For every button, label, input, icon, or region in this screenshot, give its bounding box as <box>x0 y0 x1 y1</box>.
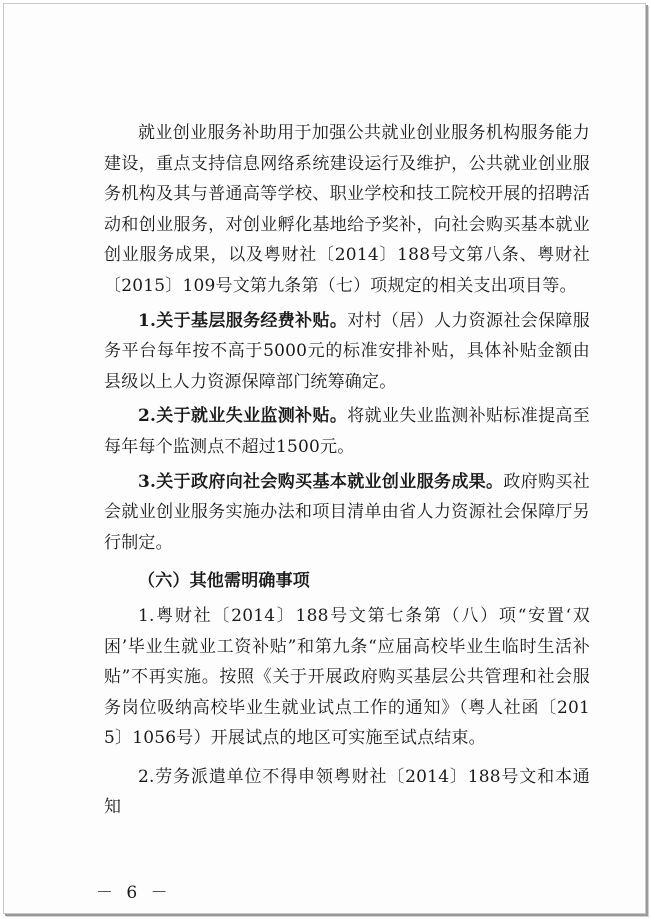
intro-paragraph: 就业创业服务补助用于加强公共就业创业服务机构服务能力建设，重点支持信息网络系统建设运行及维护，公共就业创业服务机构及其与普通高等学校、职业学校和技工院校开展的招聘活动和创业服务，对创业孵化基地给予奖补，向社会购买基本就业创业服务成果，以及粤财社〔2014〕188号文第八条、粤财社〔2015〕109号文第九条第（七）项规定的相关支出项目等。 <box>104 123 590 296</box>
item-3-text: 政府购买社会就业创业服务实施办法和项目清单由省人力资源社会保障厅另行制定。 <box>104 471 590 553</box>
item-2-heading: 2.关于就业失业监测补贴。 <box>138 406 348 427</box>
item-1-heading: 1.关于基层服务经费补贴。 <box>138 310 348 331</box>
section-item-2: 2.劳务派遣单位不得申领粤财社〔2014〕188号文和本通知 <box>104 766 590 818</box>
document-page <box>3 3 646 914</box>
section-item-1: 1.粤财社〔2014〕188号文第七条第（八）项“安置‘双困’毕业生就业工资补贴”和第九条“应届高校毕业生临时生活补贴”不再实施。按照《关于开展政府购买基层公共管理和社会服务岗位吸纳高校毕业生就业试点工作的通知》（粤人社函〔2015〕1056号）开展试点的地区可实施至试点结束。 <box>104 605 590 749</box>
item-3-heading: 3.关于政府向社会购买基本就业创业服务成果。 <box>138 471 504 492</box>
item-2-text: 将就业失业监测补贴标准提高至每年每个监测点不超过1500元。 <box>104 406 590 457</box>
item-3-paragraph <box>104 467 590 559</box>
item-2-paragraph <box>104 401 590 462</box>
item-1-text: 对村（居）人力资源社会保障服务平台每年按不高于5000元的标准安排补贴，具体补贴金额由县级以上人力资源保障部门统筹确定。 <box>104 310 590 392</box>
section-heading: （六）其他需明确事项 <box>138 571 310 592</box>
page-number: － 6 － <box>96 883 172 903</box>
document-body <box>104 118 590 823</box>
item-1-paragraph <box>104 306 590 398</box>
